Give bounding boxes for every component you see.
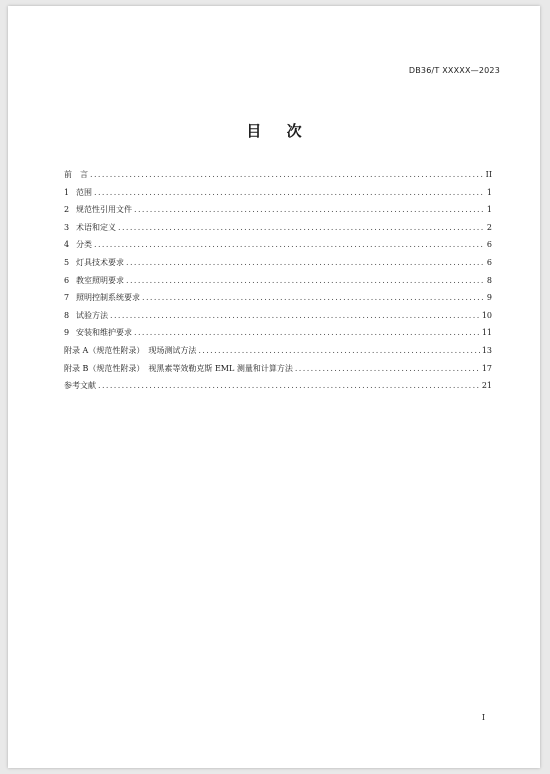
toc-entry-number: 2 [64, 205, 70, 215]
toc-entry-text: 附录 A（规范性附录） 现场测试方法 [64, 345, 197, 355]
toc-dot-leader [110, 307, 480, 325]
toc-entry-number: 3 [64, 222, 70, 232]
toc-entry-number: 6 [64, 275, 70, 285]
toc-entry[interactable] [64, 201, 492, 219]
toc-entry-number: 4 [64, 240, 70, 250]
toc-dot-leader [126, 254, 485, 272]
toc-dot-leader [134, 201, 485, 219]
toc-entry-label [64, 272, 124, 290]
toc-entry[interactable] [64, 324, 492, 342]
toc-entry-page: 11 [481, 328, 492, 338]
toc-entry-label [64, 289, 140, 307]
toc-title: 目 次 [246, 122, 312, 140]
toc-entry-page: 8 [486, 275, 492, 285]
toc-entry-page: II [485, 170, 492, 179]
toc-entry-label [64, 236, 92, 254]
toc-entry-page: 6 [486, 257, 492, 267]
toc-entry[interactable] [64, 307, 492, 325]
page-number: I [481, 713, 485, 722]
toc-entry-number: 7 [64, 293, 70, 303]
toc-dot-leader [198, 342, 479, 360]
toc-entry-page: 1 [486, 205, 492, 215]
toc-entry-label [64, 342, 196, 360]
toc-entry[interactable] [64, 184, 492, 202]
toc-dot-leader [90, 166, 484, 184]
toc-entry-page: 13 [481, 345, 492, 355]
toc-entry[interactable] [64, 272, 492, 290]
table-of-contents [64, 166, 492, 395]
toc-entry[interactable] [64, 360, 492, 378]
toc-entry-page: 17 [481, 363, 492, 373]
toc-entry[interactable] [64, 219, 492, 237]
toc-entry-label [64, 324, 132, 342]
toc-dot-leader [126, 272, 485, 290]
toc-entry-number: 8 [64, 310, 70, 320]
toc-entry-text: 分类 [76, 240, 92, 250]
toc-entry-text: 前 言 [64, 170, 88, 179]
toc-dot-leader [94, 184, 485, 202]
toc-entry-label [64, 201, 132, 219]
toc-entry-text: 规范性引用文件 [76, 205, 132, 215]
toc-entry-label [64, 377, 96, 395]
toc-entry-page: 6 [486, 240, 492, 250]
toc-entry-text: 试验方法 [76, 310, 108, 320]
toc-entry-text: 范围 [76, 187, 92, 197]
toc-dot-leader [94, 236, 485, 254]
toc-entry-number: 1 [64, 187, 70, 197]
toc-entry[interactable] [64, 254, 492, 272]
toc-entry-text: 附录 B（规范性附录） 视黑素等效勒克斯 EML 测量和计算方法 [64, 363, 293, 373]
toc-entry-label [64, 219, 116, 237]
toc-dot-leader [134, 324, 480, 342]
toc-entry-page: 1 [486, 187, 492, 197]
toc-entry-label [64, 254, 124, 272]
toc-dot-leader [98, 377, 480, 395]
toc-dot-leader [295, 360, 480, 378]
toc-dot-leader [118, 219, 485, 237]
toc-entry-label [64, 360, 293, 378]
toc-entry-text: 教室照明要求 [76, 275, 124, 285]
toc-dot-leader [142, 289, 485, 307]
toc-entry-text: 参考文献 [64, 381, 96, 391]
toc-entry-text: 照明控制系统要求 [76, 293, 140, 303]
toc-entry-label [64, 184, 92, 202]
toc-entry-text: 术语和定义 [76, 222, 116, 232]
toc-entry[interactable] [64, 289, 492, 307]
toc-entry-page: 21 [481, 381, 492, 391]
toc-entry-page: 9 [486, 293, 492, 303]
toc-entry-label [64, 307, 108, 325]
toc-entry-number: 9 [64, 328, 70, 338]
toc-entry-label [64, 166, 88, 184]
toc-entry[interactable] [64, 236, 492, 254]
toc-entry-text: 灯具技术要求 [76, 257, 124, 267]
document-page [8, 6, 540, 768]
toc-entry-text: 安装和维护要求 [76, 328, 132, 338]
toc-entry[interactable] [64, 166, 492, 184]
toc-entry-page: 2 [486, 222, 492, 232]
toc-entry[interactable] [64, 377, 492, 395]
toc-entry-number: 5 [64, 257, 70, 267]
toc-entry-page: 10 [481, 310, 492, 320]
document-code: DB36/T XXXXX—2023 [408, 66, 500, 75]
toc-entry[interactable] [64, 342, 492, 360]
